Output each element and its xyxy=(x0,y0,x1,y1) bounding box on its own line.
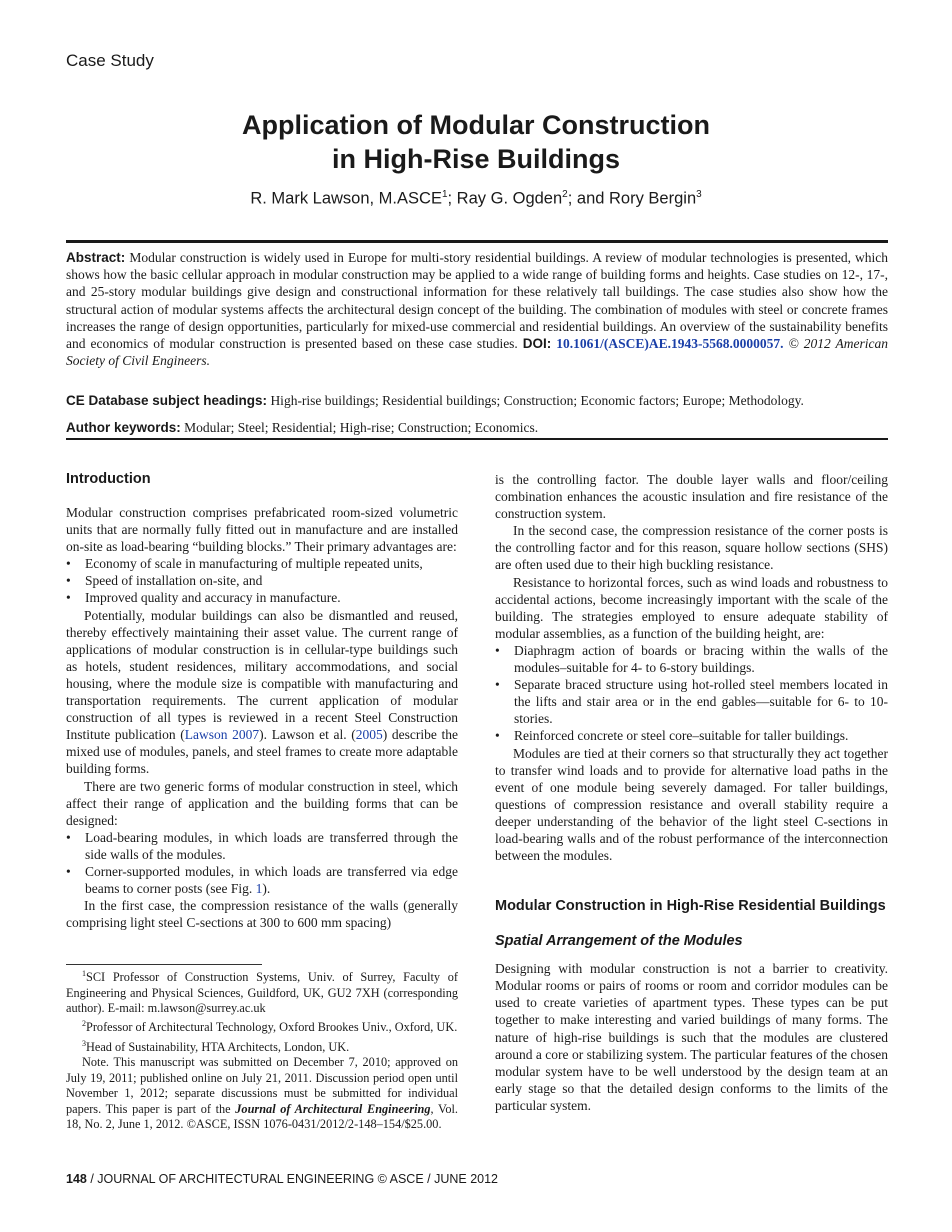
author-3-affil: 3 xyxy=(696,189,702,200)
paragraph: Modular construction comprises prefabricated room-sized volumetric units that are normally fully fitted out in manufacture and are installed on-site as load-bearing “building blocks.” Their primary advantages are: xyxy=(66,505,458,555)
subject-headings-label: CE Database subject headings: xyxy=(66,393,268,408)
footnote-rule xyxy=(66,964,262,965)
figure-link[interactable]: 1 xyxy=(255,881,263,897)
paragraph: In the second case, the compression resistance of the corner posts is the controlling factor and for this reason, square hollow sections (SHS) are often used due to their high buckling resistance. xyxy=(495,523,888,573)
paragraph: In the first case, the compression resistance of the walls (generally comprising light steel C-sections at 300 to 600 mm spacing) xyxy=(66,898,458,931)
footnote xyxy=(66,1016,458,1036)
bullet-text: Corner-supported modules, in which loads are transferred via edge beams to corner posts (see Fig. xyxy=(85,863,458,897)
title-line-1: Application of Modular Construction xyxy=(242,110,710,140)
author-keywords-label: Author keywords: xyxy=(66,420,181,435)
footer-text: / JOURNAL OF ARCHITECTURAL ENGINEERING © ASCE / JUNE 2012 xyxy=(86,1172,499,1186)
footnote-marker: 3 xyxy=(82,1038,86,1048)
bullet-text: ). xyxy=(262,881,271,897)
paragraph: Modules are tied at their corners so that structurally they act together to transfer wind loads and to provide for alternative load paths in the event of one module being severely damaged. For taller buildings, questions of compression resistance and overall stability require a deeper understanding of the behavior of the light steel C-sections in load-bearing walls and of the robust performance of the interconnection between the modules. xyxy=(495,745,888,864)
footnote-text: Professor of Architectural Technology, Oxford Brookes Univ., Oxford, UK. xyxy=(86,1020,458,1035)
author-2-affil: 2 xyxy=(562,189,568,200)
page-footer xyxy=(66,1172,498,1186)
doi-label: DOI: xyxy=(522,336,552,352)
footnote-marker: 1 xyxy=(82,969,86,978)
right-column xyxy=(495,471,888,1114)
author-3: ; and Rory Bergin xyxy=(567,189,697,208)
bullet-item: • Economy of scale in manufacturing of multiple repeated units, xyxy=(66,555,458,572)
citation-link[interactable]: Lawson 2007 xyxy=(184,727,260,743)
footnotes xyxy=(66,966,458,1132)
section-heading-introduction: Introduction xyxy=(66,471,151,487)
doi-link[interactable]: 10.1061/(ASCE)AE.1943-5568.0000057. xyxy=(556,336,784,352)
paragraph: There are two generic forms of modular construction in steel, which affect their range of application and the building forms that can be designed: xyxy=(66,778,458,828)
bullet-item: • Improved quality and accuracy in manufacture. xyxy=(66,589,458,606)
paragraph: Designing with modular construction is not a barrier to creativity. Modular rooms or pairs of rooms or room and corridor modules can be used to create varieties of apartment types. These types can be put together to make interesting and varied buildings of many forms. The nature of high-rise buildings is such that the modules are clustered around a core or stabilizing system. The particular features of the chosen modular system have to be well understood by the design team at an early stage so that the detailed design conforms to the limits of the particular system. xyxy=(495,961,888,1113)
paragraph-text: ). Lawson et al. ( xyxy=(259,727,356,743)
note-text: Note. This manuscript was submitted on December 7, 2010; approved on July 19, 2011; published online on July 21, 2011. Discussion period open until November 1, 2012; separate discussions must be submitted for individual papers. This paper is part of the xyxy=(66,1055,458,1116)
left-column xyxy=(66,471,458,931)
subject-headings-text: High-rise buildings; Residential buildings; Construction; Economic factors; Europe; Methodology. xyxy=(270,393,804,408)
note-text: , Vol. 18, No. 2, June 1, 2012. ©ASCE, ISSN 1076-0431/2012/2-148–154/$25.00. xyxy=(66,1101,458,1131)
footnote xyxy=(66,966,458,1016)
copyright: © 2012 American Society of Civil Engineers. xyxy=(66,336,888,369)
journal-name: Journal of Architectural Engineering xyxy=(235,1101,431,1116)
subject-headings xyxy=(66,393,888,409)
section-heading-high-rise: Modular Construction in High-Rise Residential Buildings xyxy=(495,898,886,915)
footnote xyxy=(66,1036,458,1056)
bullet-item: • Load-bearing modules, in which loads are transferred through the side walls of the modules. xyxy=(66,829,458,863)
author-1: R. Mark Lawson, M.ASCE xyxy=(250,189,442,208)
footnote-text: Head of Sustainability, HTA Architects, London, UK. xyxy=(86,1039,350,1054)
abstract-label: Abstract: xyxy=(66,250,126,265)
paragraph-text: Potentially, modular buildings can also be dismantled and reused, thereby effectively maintaining their asset value. The current range of applications of modular construction is in cellular-type buildings such as hotels, student residences, military accommodations, and social housing, where the module size is compatible with manufacturing and transportation requirements. The current application of modular construction of all types is reviewed in a recent Steel Construction Institute publication ( xyxy=(66,607,458,743)
author-1-affil: 1 xyxy=(441,189,448,200)
footnote-text: SCI Professor of Construction Systems, Univ. of Surrey, Faculty of Engineering and Physical Sciences, Guildford, UK, GU2 7XH (corresponding author). E-mail: m.lawson@surrey.ac.uk xyxy=(66,970,458,1015)
citation-link[interactable]: 2005 xyxy=(355,727,383,743)
paragraph-text: ) describe the mixed use of modules, panels, and steel frames to create more adaptable building forms. xyxy=(66,727,458,777)
abstract-bottom-rule xyxy=(66,438,888,440)
abstract-text: Modular construction is widely used in Europe for multi-story residential buildings. A review of modular technologies is presented, which shows how the basic cellular approach in modular construction may be applied to a wide range of building forms and heights. Case studies on 12-, 17-, and 25-story modular buildings give design and constructional information for these relatively tall buildings. The case studies also show how the structural action of modular systems affects the architectural design concept of the building. The combination of modules with steel or concrete frames increases the range of design opportunities, particularly for mixed-use commercial and residential buildings. An overview of the sustainability benefits and economics of modular construction is presented based on these case studies. xyxy=(66,250,889,352)
author-keywords-text: Modular; Steel; Residential; High-rise; Construction; Economics. xyxy=(184,420,539,435)
paragraph: is the controlling factor. The double layer walls and floor/ceiling combination enhances the acoustic insulation and fire resistance of the construction system. xyxy=(495,472,888,522)
abstract-top-rule xyxy=(66,240,888,243)
bullet-item: • Diaphragm action of boards or bracing within the walls of the modules–suitable for 4- to 6-story buildings. xyxy=(495,642,888,676)
manuscript-note xyxy=(66,1055,458,1132)
paragraph xyxy=(66,607,458,778)
title-line-2: in High-Rise Buildings xyxy=(332,144,620,174)
bullet-item: • Reinforced concrete or steel core–suitable for taller buildings. xyxy=(495,727,888,744)
author-list xyxy=(0,189,952,209)
page-number: 148 xyxy=(66,1172,87,1186)
abstract xyxy=(66,249,888,369)
author-keywords xyxy=(66,420,888,436)
subsection-heading-spatial: Spatial Arrangement of the Modules xyxy=(495,933,743,950)
bullet-item xyxy=(66,863,458,897)
author-2: ; Ray G. Ogden xyxy=(447,189,563,208)
article-type-label: Case Study xyxy=(66,51,154,70)
bullet-item: • Speed of installation on-site, and xyxy=(66,572,458,589)
paper-title xyxy=(0,108,952,176)
footnote-marker: 2 xyxy=(82,1019,86,1029)
paragraph: Resistance to horizontal forces, such as wind loads and robustness to accidental actions, become increasingly important with the scale of the building. The strategies employed to ensure adequate stability of modular assemblies, as a function of the building height, are: xyxy=(495,574,888,641)
bullet-item: • Separate braced structure using hot-rolled steel members located in the lifts and stair area or in the end gables—suitable for 6- to 10-stories. xyxy=(495,676,888,727)
